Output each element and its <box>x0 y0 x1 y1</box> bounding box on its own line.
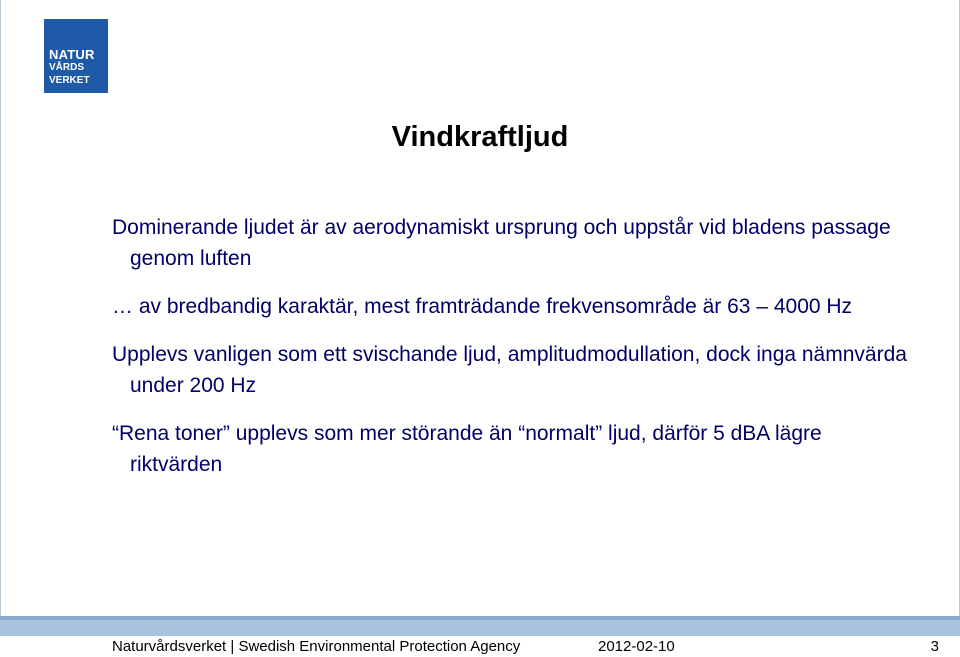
bullet-item: “Rena toner” upplevs som mer störande än “normalt” ljud, därför 5 dBA lägre riktvärden <box>112 422 822 476</box>
naturvardsverket-logo <box>44 19 108 93</box>
bullet-item: … av bredbandig karaktär, mest framträdande frekvensområde är 63 – 4000 Hz <box>112 295 853 318</box>
footer-date: 2012-02-10 <box>598 638 675 655</box>
slide-content <box>112 212 912 497</box>
page-number: 3 <box>930 638 939 655</box>
bullet-item: Upplevs vanligen som ett svischande ljud, amplitudmodullation, dock inga nämnvärda under 200 Hz <box>112 343 907 397</box>
logo-line-2: VÅRDS <box>49 62 85 73</box>
footer-organization: Naturvårdsverket | Swedish Environmental Protection Agency <box>112 638 521 655</box>
footer <box>0 636 960 657</box>
logo-line-3: VERKET <box>49 75 90 86</box>
logo-line-1: NATUR <box>49 47 95 62</box>
slide-border-left <box>0 0 1 625</box>
bullet-item: Dominerande ljudet är av aerodynamiskt ursprung och uppstår vid bladens passage genom luften <box>112 216 891 270</box>
slide-title: Vindkraftljud <box>391 121 569 153</box>
footer-stripe <box>0 616 960 620</box>
footer-bar <box>0 616 960 636</box>
